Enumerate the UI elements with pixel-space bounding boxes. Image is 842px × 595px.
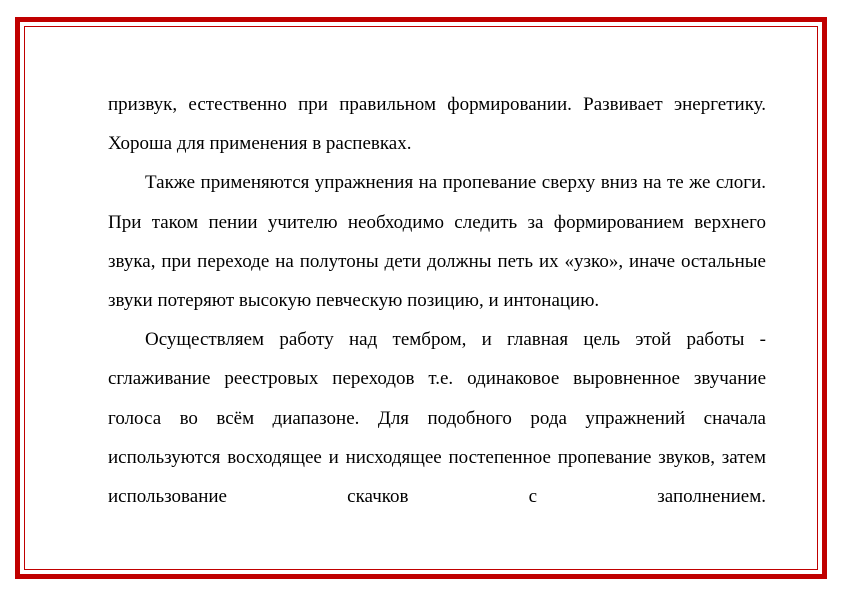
paragraph-3: Осуществляем работу над тембром, и главная цель этой работы - сглаживание реестровых переходов т.е. одинаковое выровненное звучание голоса во всём диапазоне. Для подобного рода упражнений сначала используются восходящее и нисходящее постепенное пропевание звуков, затем использование скачков с заполнением.: [108, 329, 766, 508]
body-text: [108, 85, 766, 516]
paragraph-1: призвук, естественно при правильном формировании. Развивает энергетику. Хороша для применения в распевках.: [108, 94, 766, 155]
paragraph-2: Также применяются упражнения на пропевание сверху вниз на те же слоги. При таком пении учителю необходимо следить за формированием верхнего звука, при переходе на полутоны дети должны петь их «узко», иначе остальные звуки потеряют высокую певческую позицию, и интонацию.: [108, 172, 766, 312]
